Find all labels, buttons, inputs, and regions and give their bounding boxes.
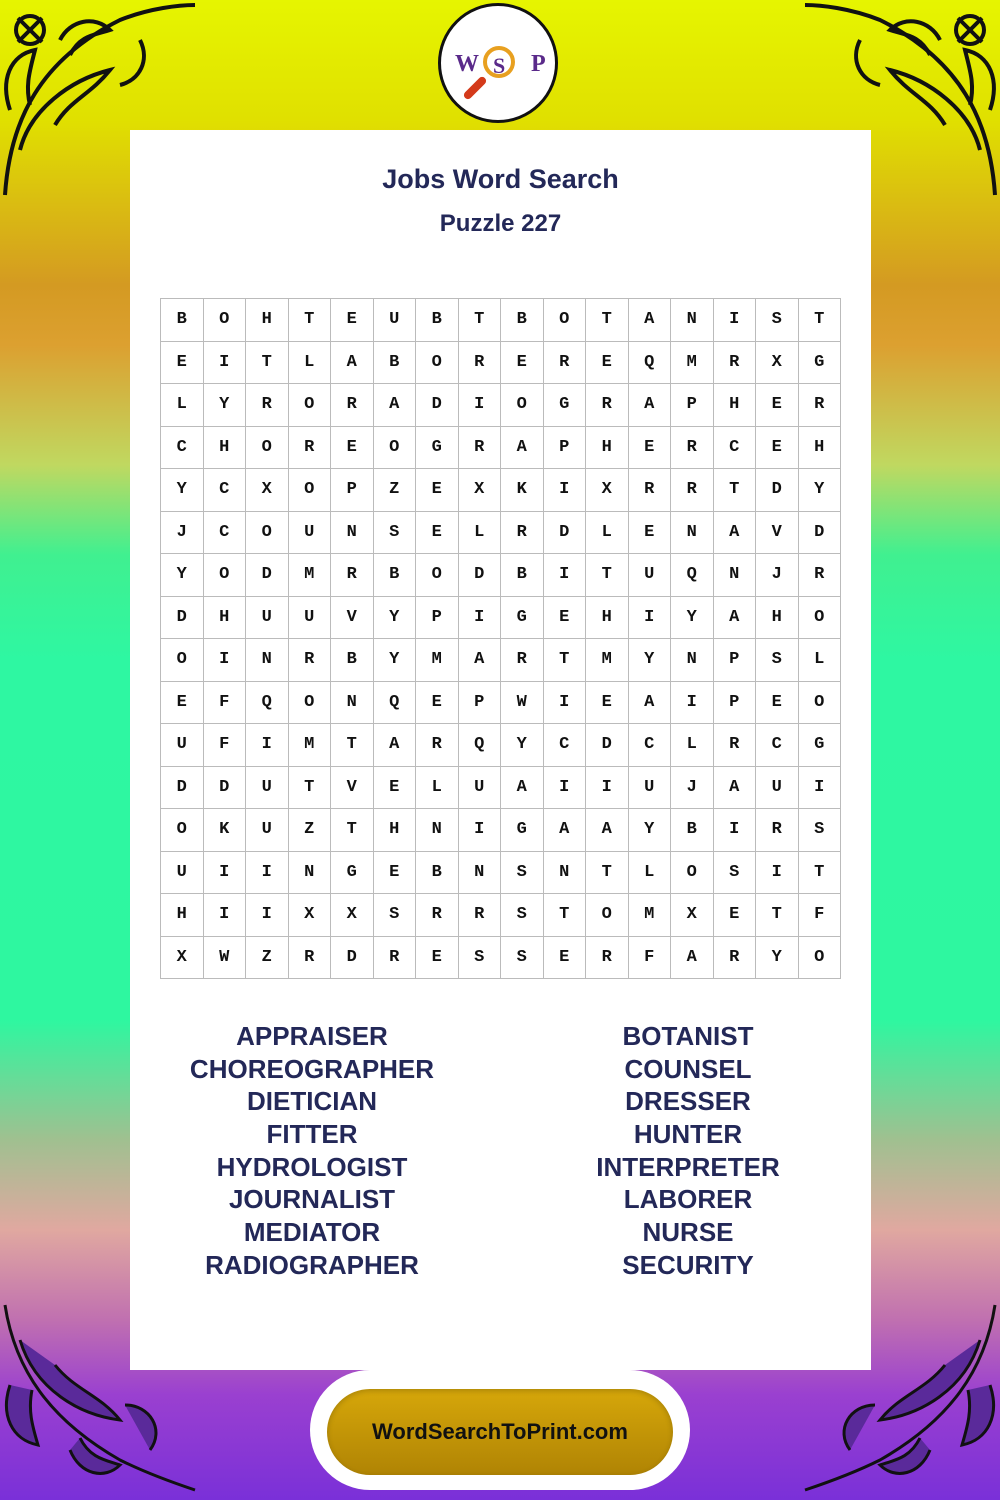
grid-cell: F [629,937,672,980]
grid-cell: M [289,724,332,767]
grid-cell: A [459,639,502,682]
grid-cell: Z [374,469,417,512]
word-item: SECURITY [622,1249,754,1280]
grid-cell: Q [374,682,417,725]
grid-cell: P [459,682,502,725]
word-item: MEDIATOR [243,1217,381,1248]
grid-cell: R [714,724,757,767]
puzzle-number: Puzzle 227 [439,210,562,237]
grid-cell: Q [246,682,289,725]
grid-cell: E [629,512,672,555]
grid-cell: N [289,852,332,895]
page-title: Jobs Word Search [382,164,619,194]
grid-cell: H [714,384,757,427]
footer-badge [310,1370,690,1490]
grid-cell: U [459,767,502,810]
grid-cell: S [756,639,799,682]
grid-cell: N [671,299,714,342]
grid-cell: I [204,852,247,895]
grid-cell: I [586,767,629,810]
grid-cell: U [161,852,204,895]
grid-cell: E [416,682,459,725]
grid-cell: R [501,512,544,555]
grid-cell: C [714,427,757,470]
grid-cell: Y [799,469,842,512]
grid-cell: E [331,427,374,470]
grid-cell: H [756,597,799,640]
grid-cell: X [246,469,289,512]
grid-cell: E [501,342,544,385]
grid-cell: E [161,682,204,725]
logo-letter: P [531,51,546,77]
grid-cell: K [501,469,544,512]
grid-cell: H [586,597,629,640]
grid-cell: O [544,299,587,342]
grid-cell: I [671,682,714,725]
grid-cell: O [246,512,289,555]
grid-cell: P [714,682,757,725]
grid-cell: O [246,427,289,470]
grid-cell: L [416,767,459,810]
word-column-left [127,1020,497,1282]
grid-cell: U [246,767,289,810]
grid-cell: A [714,767,757,810]
grid-cell: X [289,894,332,937]
grid-cell: E [629,427,672,470]
grid-cell: N [544,852,587,895]
grid-cell: R [416,894,459,937]
grid-cell: I [204,342,247,385]
grid-cell: Y [756,937,799,980]
word-item: FITTER [266,1119,358,1150]
grid-cell: C [544,724,587,767]
grid-cell: I [459,809,502,852]
grid-cell: L [629,852,672,895]
grid-cell: R [289,427,332,470]
grid-cell: T [714,469,757,512]
grid-cell: D [204,767,247,810]
grid-cell: I [459,384,502,427]
grid-cell: Y [629,639,672,682]
word-item: COUNSEL [624,1053,752,1084]
grid-cell: J [161,512,204,555]
grid-cell: A [714,512,757,555]
grid-cell: R [671,469,714,512]
grid-cell: R [799,384,842,427]
grid-cell: L [289,342,332,385]
grid-cell: C [204,469,247,512]
grid-cell: Q [671,554,714,597]
logo-letter: W [455,51,479,77]
grid-cell: G [416,427,459,470]
grid-cell: T [544,639,587,682]
grid-cell: O [374,427,417,470]
grid-cell: J [756,554,799,597]
grid-cell: R [756,809,799,852]
grid-cell: N [246,639,289,682]
grid-cell: S [756,299,799,342]
grid-cell: E [756,682,799,725]
grid-cell: D [544,512,587,555]
grid-cell: L [161,384,204,427]
grid-cell: R [799,554,842,597]
grid-cell: T [331,809,374,852]
grid-cell: B [416,852,459,895]
grid-cell: D [161,597,204,640]
grid-cell: T [246,342,289,385]
grid-cell: I [204,639,247,682]
grid-cell: L [586,512,629,555]
grid-cell: I [629,597,672,640]
grid-cell: R [331,554,374,597]
grid-cell: D [756,469,799,512]
grid-cell: S [459,937,502,980]
grid-cell: A [501,427,544,470]
grid-cell: Y [204,384,247,427]
grid-cell: O [289,384,332,427]
grid-cell: H [161,894,204,937]
grid-cell: U [289,597,332,640]
grid-cell: H [246,299,289,342]
grid-cell: R [416,724,459,767]
grid-cell: S [501,894,544,937]
grid-cell: R [331,384,374,427]
grid-cell: X [161,937,204,980]
grid-cell: U [246,597,289,640]
grid-cell: G [544,384,587,427]
grid-cell: T [799,852,842,895]
grid-cell: I [459,597,502,640]
grid-cell: S [501,937,544,980]
grid-cell: H [374,809,417,852]
grid-cell: G [501,597,544,640]
grid-cell: D [586,724,629,767]
grid-cell: T [586,852,629,895]
grid-cell: N [331,512,374,555]
grid-cell: E [714,894,757,937]
grid-cell: E [161,342,204,385]
grid-cell: U [374,299,417,342]
grid-cell: G [799,724,842,767]
grid-cell: H [799,427,842,470]
grid-cell: Y [161,469,204,512]
grid-cell: N [671,512,714,555]
grid-cell: A [331,342,374,385]
word-item: DIETICIAN [247,1086,377,1117]
grid-cell: G [799,342,842,385]
grid-cell: E [544,597,587,640]
grid-cell: B [374,554,417,597]
grid-cell: Y [501,724,544,767]
grid-cell: S [799,809,842,852]
grid-cell: B [671,809,714,852]
letter-grid [160,298,841,979]
grid-cell: X [459,469,502,512]
grid-cell: H [586,427,629,470]
grid-cell: X [331,894,374,937]
grid-cell: O [416,342,459,385]
grid-cell: B [416,299,459,342]
grid-cell: E [586,342,629,385]
grid-cell: D [799,512,842,555]
word-item: NURSE [642,1217,734,1248]
grid-cell: N [671,639,714,682]
grid-cell: U [756,767,799,810]
grid-cell: B [374,342,417,385]
grid-cell: E [756,384,799,427]
grid-cell: P [416,597,459,640]
grid-cell: E [586,682,629,725]
grid-cell: Y [161,554,204,597]
grid-cell: F [799,894,842,937]
grid-cell: D [331,937,374,980]
grid-cell: P [331,469,374,512]
grid-cell: I [544,554,587,597]
grid-cell: M [671,342,714,385]
grid-cell: O [416,554,459,597]
grid-cell: H [204,427,247,470]
grid-cell: R [459,342,502,385]
grid-cell: X [671,894,714,937]
grid-cell: Q [459,724,502,767]
grid-cell: Z [246,937,289,980]
grid-cell: I [544,682,587,725]
grid-cell: T [459,299,502,342]
grid-cell: D [416,384,459,427]
grid-cell: Z [289,809,332,852]
grid-cell: I [246,852,289,895]
grid-cell: I [714,299,757,342]
grid-cell: M [416,639,459,682]
grid-cell: E [374,767,417,810]
grid-cell: V [756,512,799,555]
grid-cell: T [331,724,374,767]
grid-cell: I [544,767,587,810]
word-item: APPRAISER [236,1021,388,1051]
word-item: HUNTER [633,1119,743,1150]
grid-cell: T [586,554,629,597]
site-link[interactable]: WordSearchToPrint.com [324,1386,676,1478]
grid-cell: E [416,937,459,980]
grid-cell: O [204,299,247,342]
grid-cell: T [289,299,332,342]
grid-cell: U [289,512,332,555]
grid-cell: O [799,597,842,640]
grid-cell: T [799,299,842,342]
grid-cell: R [289,639,332,682]
grid-cell: A [374,724,417,767]
grid-cell: I [544,469,587,512]
grid-cell: O [586,894,629,937]
grid-cell: R [629,469,672,512]
grid-cell: G [501,809,544,852]
grid-cell: F [204,724,247,767]
grid-cell: A [374,384,417,427]
grid-cell: L [799,639,842,682]
grid-cell: X [586,469,629,512]
grid-cell: Y [671,597,714,640]
grid-cell: U [629,554,672,597]
grid-cell: O [161,639,204,682]
grid-cell: B [331,639,374,682]
grid-cell: M [289,554,332,597]
word-item: INTERPRETER [596,1151,780,1182]
grid-cell: O [799,682,842,725]
grid-cell: U [246,809,289,852]
grid-cell: S [501,852,544,895]
grid-cell: O [501,384,544,427]
grid-cell: U [629,767,672,810]
grid-cell: O [671,852,714,895]
grid-cell: Y [374,597,417,640]
grid-cell: I [246,724,289,767]
grid-cell: I [714,809,757,852]
grid-cell: W [204,937,247,980]
puzzle-card [130,130,871,1370]
word-item: BOTANIST [622,1021,754,1051]
grid-cell: V [331,597,374,640]
grid-cell: R [586,384,629,427]
word-item: RADIOGRAPHER [205,1249,419,1280]
grid-cell: T [586,299,629,342]
grid-cell: T [289,767,332,810]
grid-cell: N [416,809,459,852]
grid-cell: S [374,512,417,555]
grid-cell: H [204,597,247,640]
grid-cell: R [671,427,714,470]
grid-cell: O [204,554,247,597]
grid-cell: O [289,682,332,725]
grid-cell: Q [629,342,672,385]
grid-cell: D [246,554,289,597]
logo-letter: S [493,53,506,78]
grid-cell: R [459,427,502,470]
grid-cell: R [246,384,289,427]
grid-cell: R [289,937,332,980]
grid-cell: P [544,427,587,470]
grid-cell: E [756,427,799,470]
grid-cell: Y [374,639,417,682]
grid-cell: R [714,937,757,980]
grid-cell: C [629,724,672,767]
grid-cell: G [331,852,374,895]
grid-cell: Y [629,809,672,852]
grid-cell: U [161,724,204,767]
grid-cell: E [416,469,459,512]
grid-cell: T [544,894,587,937]
grid-cell: O [289,469,332,512]
grid-cell: E [331,299,374,342]
grid-cell: O [799,937,842,980]
grid-cell: R [544,342,587,385]
magnifier-handle [462,75,487,100]
grid-cell: V [331,767,374,810]
grid-cell: L [671,724,714,767]
grid-cell: E [374,852,417,895]
grid-cell: A [714,597,757,640]
word-column-right [503,1020,873,1282]
grid-cell: P [714,639,757,682]
grid-cell: B [161,299,204,342]
grid-cell: J [671,767,714,810]
word-item: DRESSER [625,1086,751,1117]
grid-cell: R [374,937,417,980]
word-item: JOURNALIST [228,1184,396,1215]
grid-cell: M [586,639,629,682]
grid-cell: N [331,682,374,725]
grid-cell: L [459,512,502,555]
grid-cell: R [586,937,629,980]
grid-cell: E [544,937,587,980]
grid-cell: R [459,894,502,937]
grid-cell: A [544,809,587,852]
grid-cell: W [501,682,544,725]
grid-cell: O [161,809,204,852]
grid-cell: I [246,894,289,937]
grid-cell: A [501,767,544,810]
grid-cell: A [671,937,714,980]
grid-cell: F [204,682,247,725]
grid-cell: A [629,299,672,342]
grid-cell: M [629,894,672,937]
grid-cell: T [756,894,799,937]
grid-cell: I [799,767,842,810]
grid-cell: B [501,554,544,597]
grid-cell: D [459,554,502,597]
word-item: CHOREOGRAPHER [189,1053,435,1084]
grid-cell: X [756,342,799,385]
grid-cell: I [756,852,799,895]
wsp-logo [438,3,558,123]
grid-cell: N [714,554,757,597]
grid-cell: B [501,299,544,342]
grid-cell: C [756,724,799,767]
grid-cell: P [671,384,714,427]
grid-cell: S [714,852,757,895]
grid-cell: K [204,809,247,852]
grid-cell: A [629,682,672,725]
word-item: LABORER [623,1184,753,1215]
grid-cell: S [374,894,417,937]
grid-cell: R [714,342,757,385]
grid-cell: A [586,809,629,852]
grid-cell: I [204,894,247,937]
grid-cell: D [161,767,204,810]
grid-cell: E [416,512,459,555]
grid-cell: A [629,384,672,427]
grid-cell: R [501,639,544,682]
grid-cell: N [459,852,502,895]
word-item: HYDROLOGIST [216,1151,408,1182]
grid-cell: C [204,512,247,555]
grid-cell: C [161,427,204,470]
